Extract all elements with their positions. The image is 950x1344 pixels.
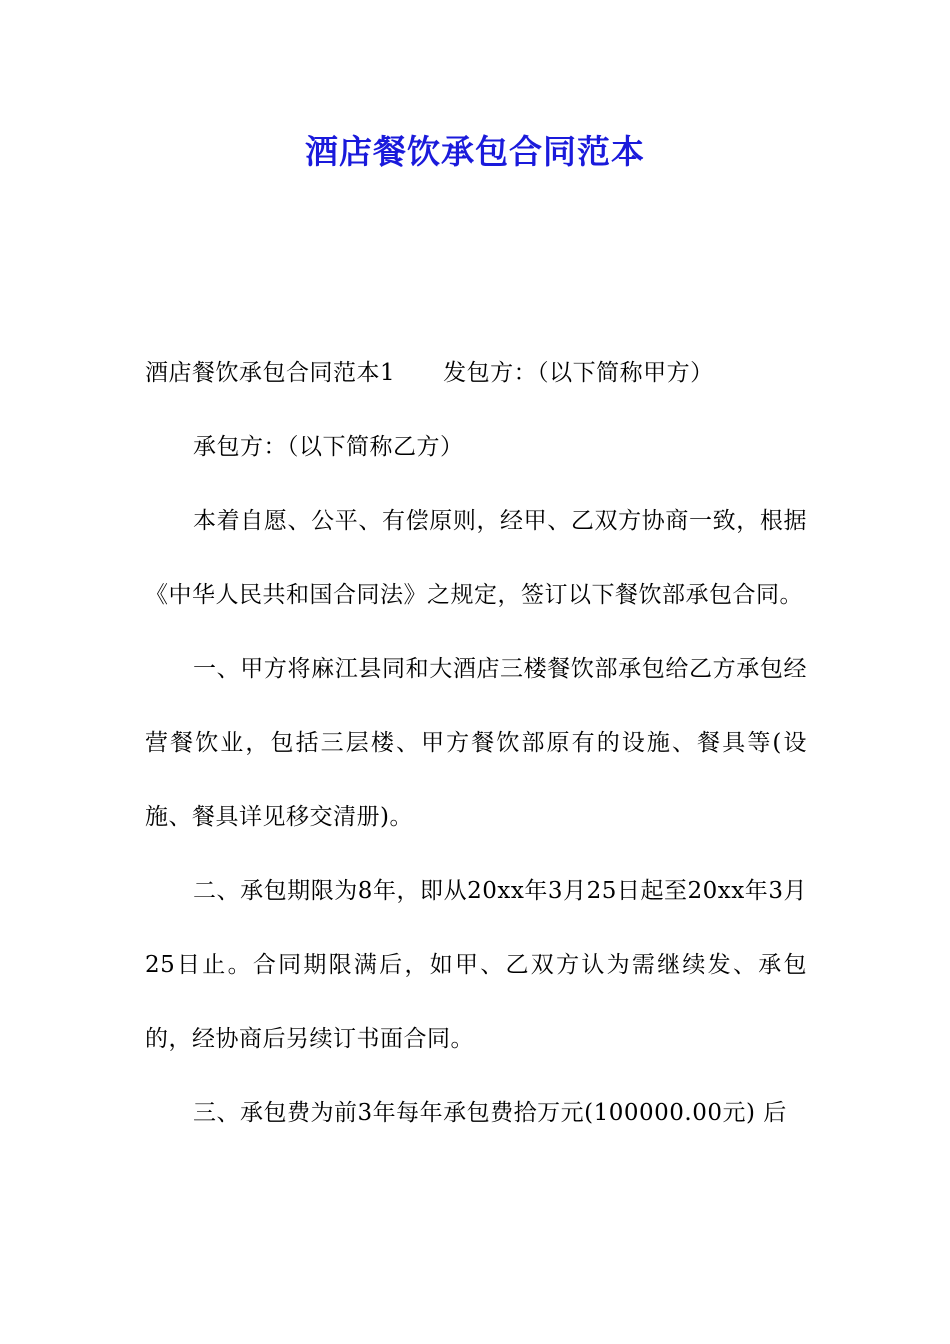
document-title: 酒店餐饮承包合同范本 <box>305 132 645 171</box>
paragraph-clause-2: 二、承包期限为8年，即从20xx年3月25日起至20xx年3月25日止。合同期限满后，如甲、乙双方认为需继续发、承包的，经协商后另续订书面合同。 <box>145 878 807 1052</box>
paragraph-clause-1: 一、甲方将麻江县同和大酒店三楼餐饮部承包给乙方承包经营餐饮业，包括三层楼、甲方餐饮部原有的设施、餐具等(设施、餐具详见移交清册)。 <box>145 656 807 830</box>
party-a-line: 发包方：（以下简称甲方） <box>443 360 714 386</box>
contract-heading: 酒店餐饮承包合同范本1 <box>145 360 396 386</box>
paragraph-preamble: 本着自愿、公平、有偿原则，经甲、乙双方协商一致，根据《中华人民共和国合同法》之规定，签订以下餐饮部承包合同。 <box>145 508 807 608</box>
paragraph-clause-3: 三、承包费为前3年每年承包费拾万元(100000.00元) 后 <box>193 1100 787 1126</box>
document-body <box>145 336 807 1150</box>
paragraph-party-b: 承包方：（以下简称乙方） <box>193 434 464 460</box>
first-line <box>145 336 807 410</box>
